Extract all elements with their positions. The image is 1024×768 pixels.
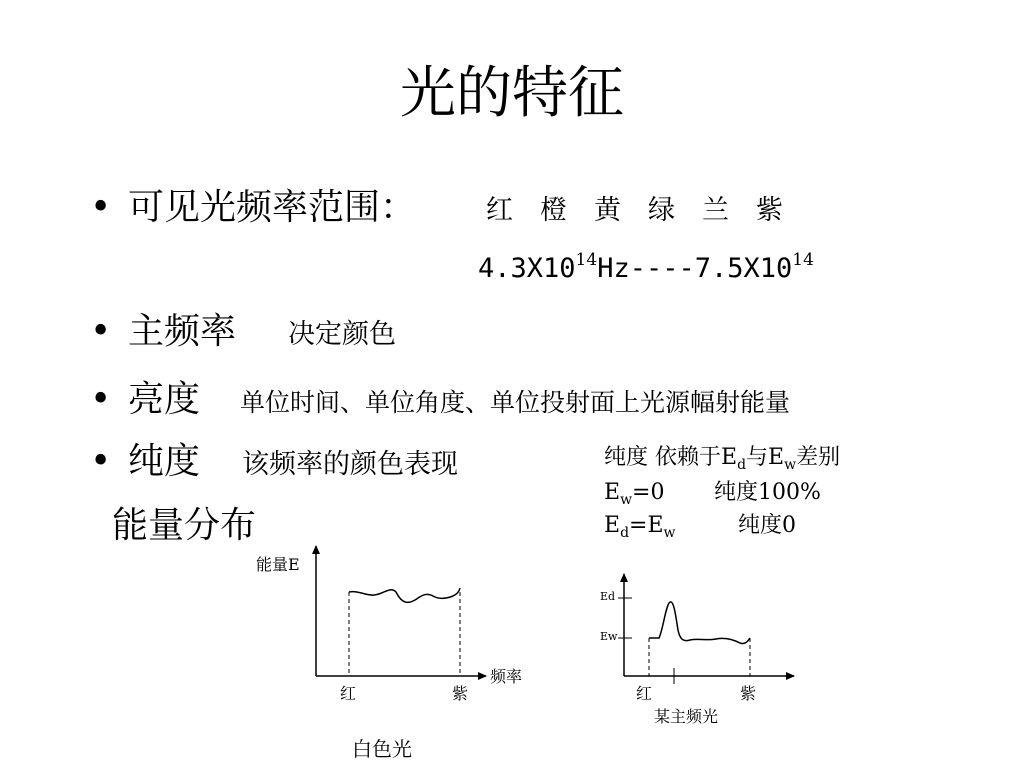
bullet-dot: • [90,441,112,482]
color-green: 绿 [648,195,675,226]
bullet-dot: • [90,187,112,228]
bullet-purity-note: 该频率的颜色表现 [242,449,458,480]
ed-label: Ed [600,590,616,603]
white-light-figure [256,546,522,761]
bullet-dominant-frequency-note: 决定颜色 [288,319,396,350]
white-light-curve [349,588,460,602]
bullet-dot: • [90,379,112,420]
purity-note-line1: 纯度 依赖于$E_d$与$E_w$差别 [604,445,841,473]
color-purple: 紫 [756,195,783,226]
color-blue: 兰 [702,195,729,226]
red-label: 红 [636,684,653,703]
purity-note-line3: $E_d=E_w$ [604,513,676,541]
dominant-frequency-curve [649,602,750,644]
red-label: 红 [340,684,357,703]
bullet-visible-range: 可见光频率范围： [128,187,417,228]
color-orange: 橙 [540,195,567,226]
bullet-dot: • [90,311,112,352]
purity-note-line3-value: 纯度0 [738,513,796,538]
bullet-brightness-note: 单位时间、单位角度、单位投射面上光源幅射能量 [240,388,791,417]
color-yellow: 黄 [594,195,621,226]
purity-note-line2-value: 纯度100% [714,480,821,505]
purity-note-line2: $E_w=0$ [604,480,665,508]
purple-label: 紫 [740,684,757,703]
energy-distribution-heading: 能量分布 [112,505,257,546]
bullet-dominant-frequency: 主频率 [128,311,237,352]
frequency-range: $4.3X10^{14}Hz----7.5X10^{14}$ [478,250,814,284]
purple-label: 紫 [452,684,469,703]
ew-label: Ew [600,630,618,643]
x-axis-label: 频率 [490,667,523,686]
bullet-purity: 纯度 [128,441,201,482]
dominant-frequency-caption: 某主频光 [654,707,719,726]
white-light-caption: 白色光 [352,737,412,761]
y-axis-label: 能量E [256,555,300,574]
dominant-frequency-figure [600,574,794,726]
slide-title: 光的特征 [400,61,624,126]
bullet-brightness: 亮度 [128,379,201,420]
color-red: 红 [486,195,513,226]
